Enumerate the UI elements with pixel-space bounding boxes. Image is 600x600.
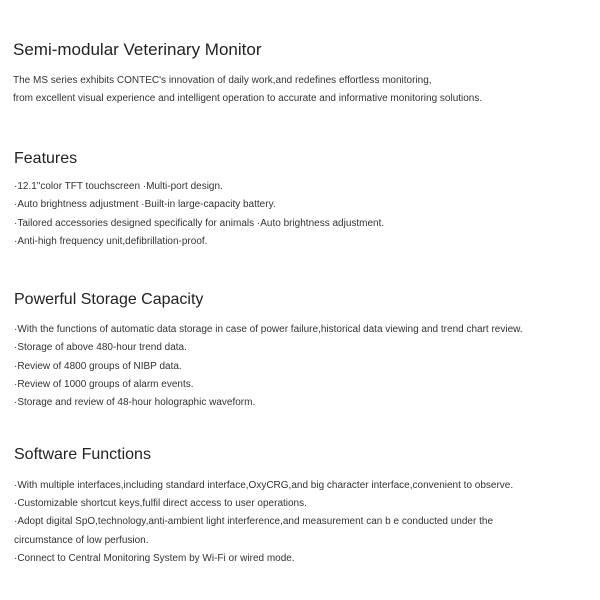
list-item: ·Connect to Central Monitoring System by Wi-Fi or wired mode. — [14, 552, 295, 564]
list-item: ·With the functions of automatic data storage in case of power failure,historical data viewing and trend chart review. — [14, 324, 523, 335]
intro-line: The MS series exhibits CONTEC's innovation of daily work,and redefines effortless monitoring, — [13, 75, 432, 86]
list-item: ·Storage and review of 48-hour holographic waveform. — [14, 397, 256, 409]
list-item: ·12.1"color TFT touchscreen ·Multi-port design. — [14, 181, 223, 192]
list-item: ·Review of 4800 groups of NIBP data. — [14, 360, 182, 372]
storage-list — [14, 321, 523, 412]
intro-paragraph — [13, 72, 482, 108]
storage-heading: Powerful Storage Capacity — [14, 291, 204, 308]
list-item: ·Tailored accessories designed specifically for animals ·Auto brightness adjustment. — [14, 217, 385, 229]
intro-line: from excellent visual experience and intelligent operation to accurate and informative monitoring solutions. — [13, 93, 483, 104]
list-item: ·Customizable shortcut keys,fulfil direct access to user operations. — [14, 498, 307, 510]
list-item: ·With multiple interfaces,including standard interface,OxyCRG,and big character interface,convenient to observe. — [14, 480, 514, 491]
software-heading: Software Functions — [14, 446, 151, 463]
list-item: ·Auto brightness adjustment ·Built-in large-capacity battery. — [14, 199, 276, 211]
list-item: ·Anti-high frequency unit,defibrillation-proof. — [14, 235, 208, 247]
page-title: Semi-modular Veterinary Monitor — [13, 40, 262, 59]
features-list — [14, 178, 384, 251]
list-item: ·Adopt digital SpO,technology,anti-ambient light interference,and measurement can b e conducted under the — [14, 516, 493, 528]
features-heading: Features — [14, 150, 78, 167]
list-item: circumstance of low perfusion. — [14, 534, 149, 546]
list-item: ·Storage of above 480-hour trend data. — [14, 342, 187, 354]
list-item: ·Review of 1000 groups of alarm events. — [14, 378, 194, 390]
software-list — [14, 477, 513, 568]
